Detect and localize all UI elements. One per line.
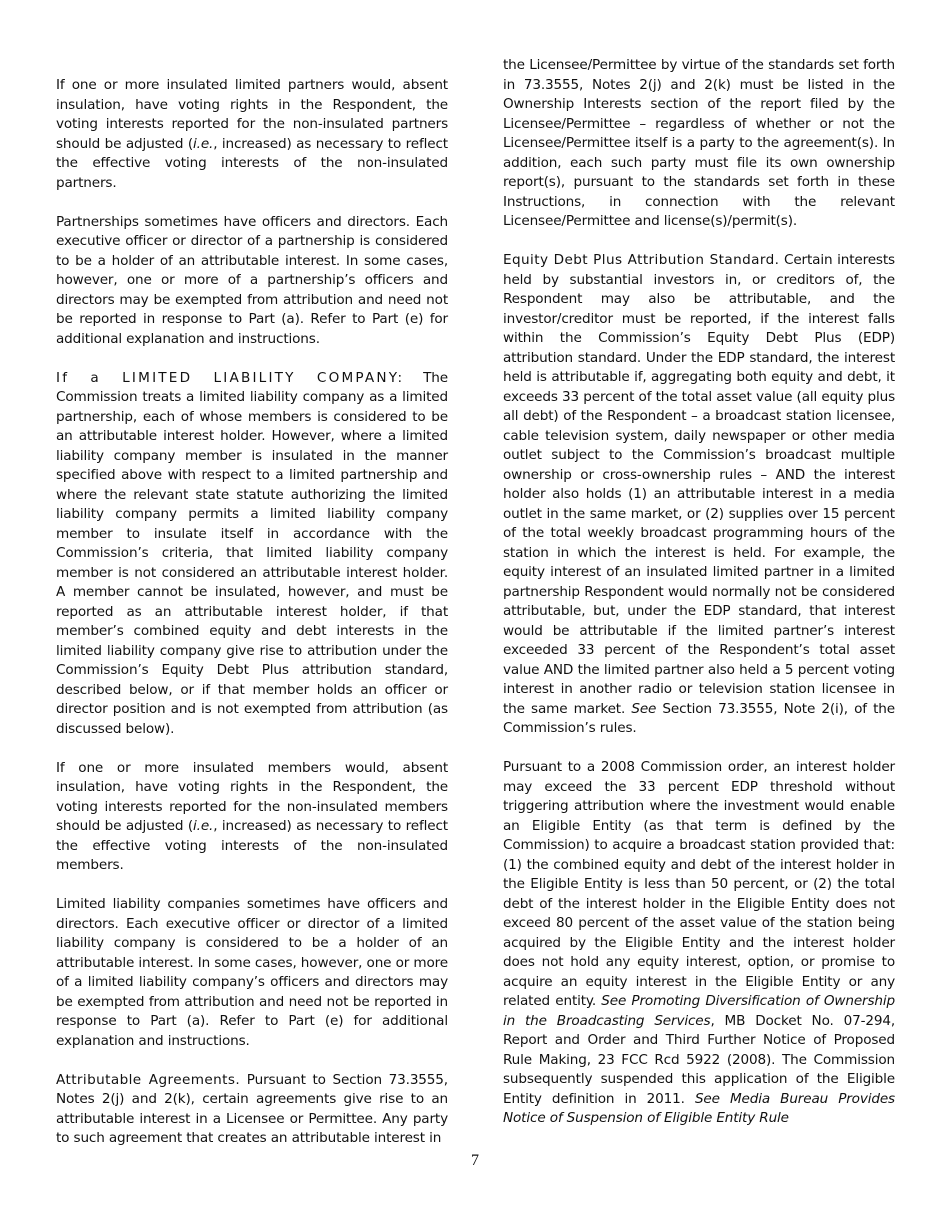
right-column: [503, 56, 895, 1148]
citation-promoting-diversification: See Promoting Diversification of Ownership in the Broadcasting Services: [503, 993, 895, 1029]
left-column: [56, 76, 448, 1168]
paragraph-attributable-agreements: Attributable Agreements. Pursuant to Section 73.3555, Notes 2(j) and 2(k), certain agreements give rise to an attributable interest in a Licensee or Permittee. Any party to such agreement that creates an attributable interest in: [56, 1071, 448, 1146]
paragraph-eligible-entity: Pursuant to a 2008 Commission order, an interest holder may exceed the 33 percent EDP threshold without triggering attribution where the investment would enable an Eligible Entity (as that term is defined by the Commission) to acquire a broadcast station provided that: (1) the combined equity and debt of the interest holder in the Eligible Entity is less than 50 percent, or (2) the total debt of the interest holder in the Eligible Entity does not exceed 80 percent of the asset value of the station being acquired by the Eligible Entity and the interest holder does not hold any equity interest, option, or promise to acquire an equity interest in the Eligible Entity or any related entity. See Promoting Diversification of Ownership in the Broadcasting Services, MB Docket No. 07-294, Report and Order and Third Further Notice of Proposed Rule Making, 23 FCC Rcd 5922 (2008). The Commission subsequently suspended this application of the Eligible Entity definition in 2011. See Media Bureau Provides Notice of Suspension of Eligible Entity Rule: [503, 759, 896, 1126]
paragraph-agreement-parties: the Licensee/Permittee by virtue of the standards set forth in 73.3555, Notes 2(j) and 2(k) must be listed in the Ownership Interests section of the report filed by the Licensee/Permittee – regardless of whether or not the Licensee/Permittee itself is a party to the agreement(s). In addition, each such party must file its own ownership report(s), pursuant to the standards set forth in these Instructions, in connection with the relevant Licensee/Permittee and license(s)/permit(s).: [503, 57, 895, 229]
edp-heading: Equity Debt Plus Attribution Standard.: [503, 252, 780, 268]
paragraph-limited-liability-company: If a LIMITED LIABILITY COMPANY: The Commission treats a limited liability company as a limited partnership, each of whose members is considered to be an attributable interest holder. However, where a limited liability company member is insulated in the manner specified above with respect to a limited partnership and where the relevant state statute authorizing the limited liability company permits a limited liability company member to insulate itself in accordance with the Commission’s criteria, that limited liability company member is not considered an attributable interest holder. A member cannot be insulated, however, and must be reported as an attributable interest holder, if that member’s combined equity and debt interests in the limited liability company give rise to attribution under the Commission’s Equity Debt Plus attribution standard, described below, or if that member holds an officer or director position and is not exempted from attribution (as discussed below).: [56, 369, 448, 737]
paragraph-insulated-members: If one or more insulated members would, absent insulation, have voting rights in the Respondent, the voting interests reported for the non-insulated members should be adjusted (i.e., increased) as necessary to reflect the effective voting interests of the non-insulated members.: [56, 759, 448, 873]
paragraph-insulated-partners: If one or more insulated limited partners would, absent insulation, have voting rights in the Respondent, the voting interests reported for the non-insulated partners should be adjusted (i.e., increased) as necessary to reflect the effective voting interests of the non-insulated partners.: [56, 77, 448, 191]
llc-heading: If a LIMITED LIABILITY COMPANY:: [56, 369, 405, 386]
paragraph-partnership-officers: Partnerships sometimes have officers and directors. Each executive officer or director of a partnership is considered to be a holder of an attributable interest. In some cases, however, one or more of a partnership’s officers and directors may be exempted from attribution and need not be reported in response to Part (a). Refer to Part (e) for additional explanation and instructions.: [56, 213, 448, 347]
citation-media-bureau: See Media Bureau Provides Notice of Suspension of Eligible Entity Rule: [503, 1090, 895, 1126]
attributable-agreements-heading: Attributable Agreements.: [56, 1071, 241, 1088]
page-number: 7: [471, 1152, 479, 1169]
paragraph-equity-debt-plus: Equity Debt Plus Attribution Standard. Certain interests held by substantial investors in, or creditors of, the Respondent may also be attributable, and the investor/creditor must be reported, if the interest falls within the Commission’s Equity Debt Plus (EDP) attribution standard. Under the EDP standard, the interest held is attributable if, aggregating both equity and debt, it exceeds 33 percent of the total asset value (all equity plus all debt) of the Respondent – a broadcast station licensee, cable television system, daily newspaper or other media outlet subject to the Commission’s broadcast multiple ownership or cross-ownership rules – AND the interest holder also holds (1) an attributable interest in a media outlet in the same market, or (2) supplies over 15 percent of the total weekly broadcast programming hours of the station in which the interest is held. For example, the equity interest of an insulated limited partner in a limited partnership Respondent would normally not be considered attributable, but, under the EDP standard, that interest would be attributable if the limited partner’s interest exceeded 33 percent of the Respondent’s total asset value AND the limited partner also held a 5 percent voting interest in another radio or television station licensee in the same market. See Section 73.3555, Note 2(i), of the Commission’s rules.: [503, 252, 895, 736]
paragraph-llc-officers: Limited liability companies sometimes have officers and directors. Each executive officer or director of a limited liability company is considered to be a holder of an attributable interest. In some cases, however, one or more of a limited liability company’s officers and directors may be exempted from attribution and need not be reported in response to Part (a). Refer to Part (e) for additional explanation and instructions.: [56, 896, 448, 1049]
